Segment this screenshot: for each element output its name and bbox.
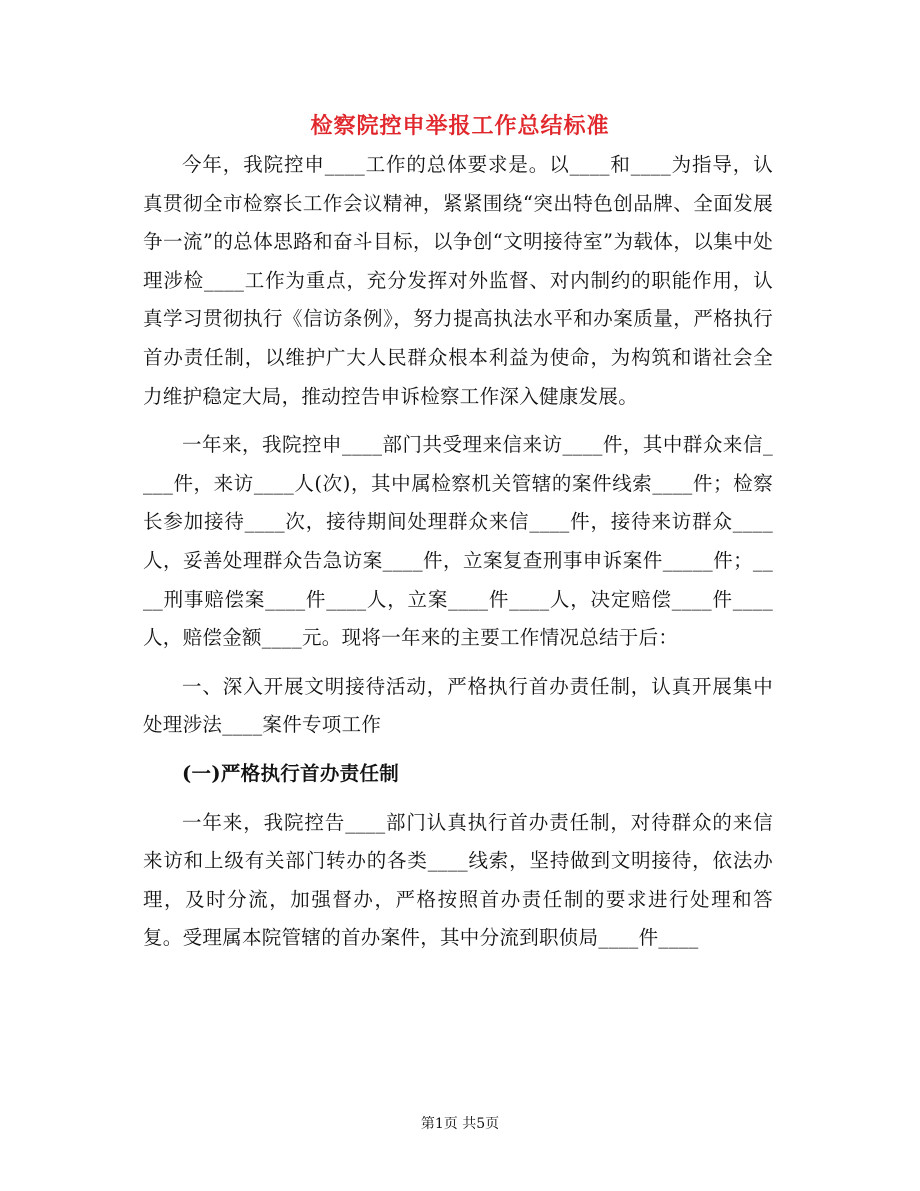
document-title: 检察院控申举报工作总结标准	[310, 113, 610, 139]
document-body	[143, 146, 773, 958]
paragraph-intro: 今年，我院控申____工作的总体要求是。以____和____为指导，认真贯彻全市检察长工作会议精神，紧紧围绕“突出特色创品牌、全面发展争一流”的总体思路和奋斗目标，以争创“文明接待室”为载体，以集中处理涉检____工作为重点，充分发挥对外监督、对内制约的职能作用，认真学习贯彻执行《信访条例》，努力提高执法水平和办案质量，严格执行首办责任制，以维护广大人民群众根本利益为使命，为构筑和谐社会全力维护稳定大局，推动控告申诉检察工作深入健康发展。	[143, 153, 773, 408]
page-number: 第1页 共5页	[420, 1116, 500, 1132]
subsection-heading-one: (一)严格执行首办责任制	[182, 761, 400, 785]
paragraph-first-responsibility: 一年来，我院控告____部门认真执行首办责任制，对待群众的来信来访和上级有关部门转办的各类____线索，坚持做到文明接待，依法办理，及时分流，加强督办，严格按照首办责任制的要求进行处理和答复。受理属本院管辖的首办案件，其中分流到职侦局____件____	[143, 810, 773, 950]
paragraph-statistics: 一年来，我院控申____部门共受理来信来访____件，其中群众来信____件，来访____人(次)，其中属检察机关管辖的案件线索____件；检察长参加接待____次，接待期间处理群众来信____件，接待来访群众____人，妥善处理群众告急访案____件，立案复查刑事申诉案件_____件；____刑事赔偿案____件____人，立案____件____人，决定赔偿____件____人，赔偿金额____元。现将一年来的主要工作情况总结于后：	[143, 433, 773, 650]
section-heading-one: 一、深入开展文明接待活动，严格执行首办责任制，认真开展集中处理涉法____案件专项工作	[143, 674, 773, 737]
